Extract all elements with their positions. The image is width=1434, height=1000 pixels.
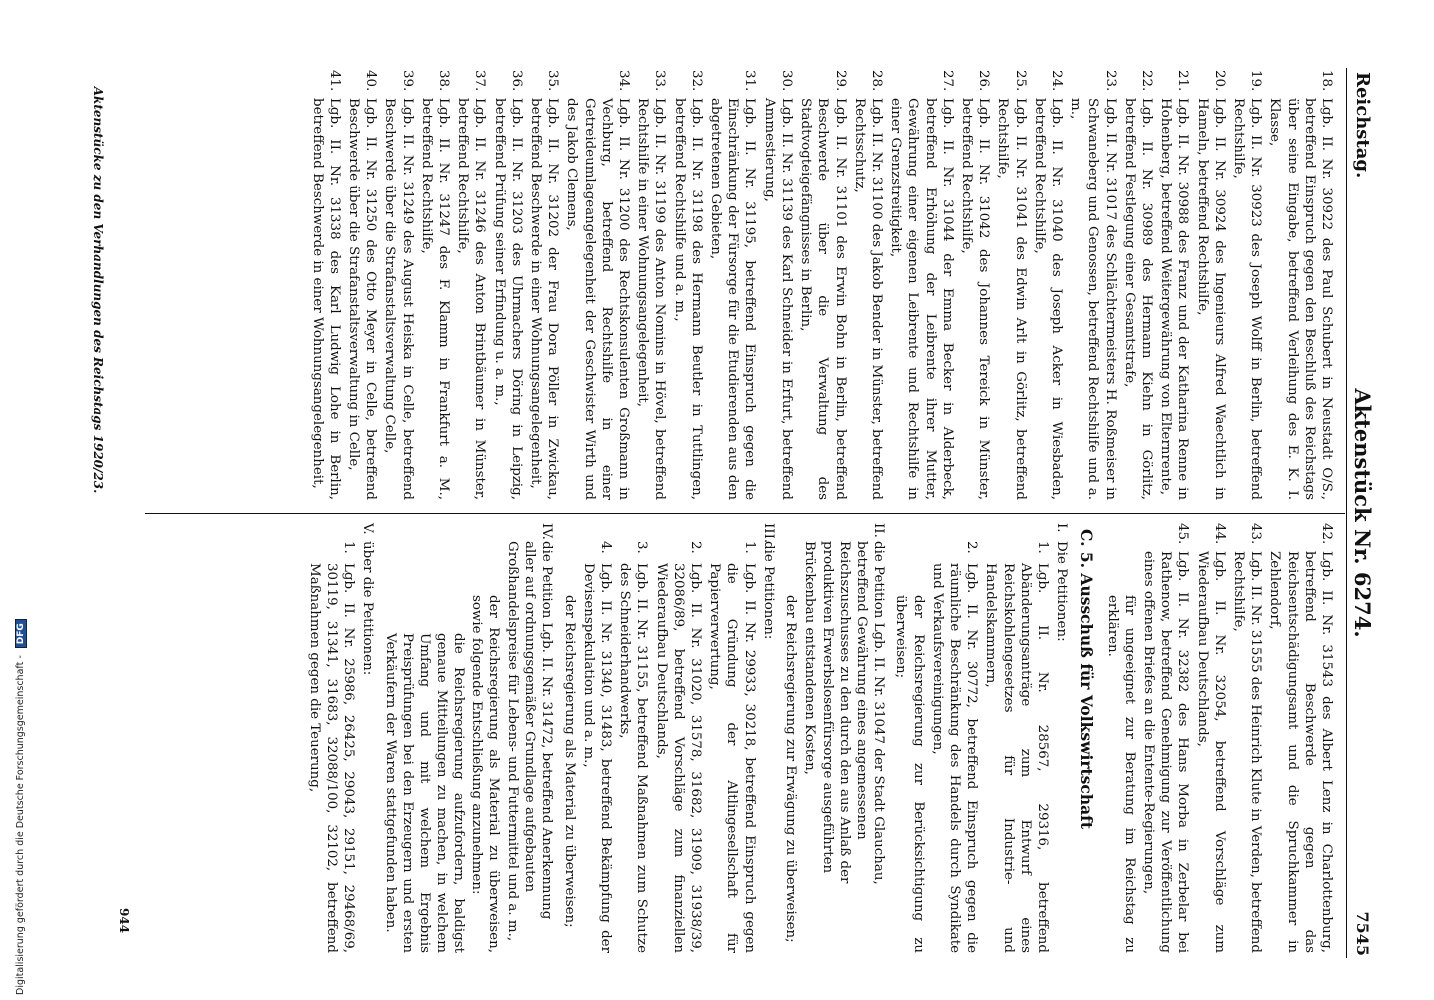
group-iii-closing: der Reichsregierung als Material zu überweisen; — [561, 595, 577, 928]
item-text: Lgb. II. Nr. 31017 des Schlächtermeisters H. Roßmeiser in Schwaneberg und Genossen, betreffend Rechtshilfe und a. m., — [1068, 98, 1118, 500]
footer-page-number: 944 — [117, 908, 131, 934]
item-text: Lgb. II. Nr. 31139 des Karl Schneider in Erfurt, betreffend Ammestierung, — [761, 98, 794, 500]
item-number: 40. — [363, 70, 379, 92]
item-text: Lgb. II. Nr. 30988 des Franz und der Katharina Renne in Hohenberg, betreffend Weitergewährung von Elternrente, — [1158, 98, 1191, 500]
group-iii-items — [580, 523, 758, 953]
petition-item — [1067, 70, 1119, 500]
roman-numeral: III. — [760, 523, 776, 544]
petition-item — [958, 70, 992, 500]
item-number: 37. — [472, 70, 488, 92]
item-text: Lgb. II. Nr. 31020, 31578, 31682, 31909, 31938/39, 32086/89, betreffend Vorschläge zum finanziellen Wiederaufbau Deutschlands, — [653, 563, 704, 953]
petition-item — [1193, 70, 1227, 500]
item-text: Lgb. II. Nr. 30772, betreffend Einspruch gegen die räumliche Beschränkung des Handels durch Syndikate und Verkaufsvereinigungen, — [929, 563, 980, 953]
roman-numeral: V. — [360, 523, 376, 535]
petition-item — [580, 523, 614, 953]
digitization-text: Digitalisierung gefördert durch die Deutsche Forschungsgemeinschaft - — [15, 655, 26, 995]
section-title: C. 5. Ausschuß für Volkswirtschaft — [1077, 529, 1097, 829]
page-header — [1346, 68, 1375, 958]
petition-item — [1031, 70, 1065, 500]
petition-item — [418, 70, 452, 500]
petition-item — [1157, 70, 1191, 500]
item-number: 36. — [508, 70, 524, 92]
item-text: Lgb. II. Nr. 32382 des Hans Morba in Zerbelar bei Rathenow, betreffend Genehmigung zur Veröffentlichung eines offenen Briefes an die Entente-Regierungen, — [1140, 551, 1191, 953]
group-v — [359, 523, 376, 953]
item-number: 2. — [964, 541, 980, 554]
item-text: Lgb. II. Nr. 31198 des Hermann Beutler in Tuttlingen, betreffend Rechtshilfe und a. m., — [671, 98, 704, 500]
item-text: Lgb. II. Nr. 30922 des Paul Schubert in Neustadt O/S., betreffend Einspruch gegen den Beschluß des Reichstags über seine Eingabe, betreffend Verleihung des E. K. I. Klasse, — [1267, 98, 1334, 500]
item-number: 45. — [1175, 523, 1191, 545]
petition-item — [306, 523, 358, 953]
item-number: 38. — [436, 70, 452, 92]
item-number: 18. — [1319, 70, 1334, 92]
item-text: Lgb. II. Nr. 32054, betreffend Vorschläge zum Wiederaufbau Deutschlands, — [1194, 551, 1227, 953]
petition-item — [454, 70, 488, 500]
item-text: Lgb. II. Nr. 31340, 31483, betreffend Bekämpfung der Devisenspekulation und a. m., — [580, 563, 614, 953]
petition-item — [1266, 70, 1335, 500]
item-number: 1. — [741, 541, 757, 554]
petition-item — [527, 70, 561, 500]
petition-item — [670, 70, 704, 500]
item-number: 34. — [616, 70, 632, 92]
group-iii-heading: die Petitionen: — [760, 541, 776, 640]
group-i-heading: Die Petitionen: — [1054, 541, 1070, 642]
group-ii — [801, 523, 887, 953]
item-number: 29. — [832, 70, 848, 92]
petition-item — [1121, 70, 1155, 500]
item-number: 44. — [1211, 523, 1227, 545]
petition-item — [381, 70, 415, 500]
item-number: 43. — [1248, 523, 1264, 545]
item-text: Lgb. II. Nr. 31199 des Anton Nomins in Hövel, betreffend Rechtshilfe in einer Wohnungsangelegenheit, — [635, 98, 668, 500]
petition-item — [929, 523, 981, 953]
petition-item — [563, 70, 632, 500]
petition-item — [851, 70, 885, 500]
item-number: 42. — [1319, 523, 1334, 545]
group-ii-closing: der Reichsregierung zur Erwägung zu überweisen; — [783, 595, 799, 943]
item-text: Lgb. II. Nr. 30989 des Hermann Kiehn in Görlitz, betreffend Festlegung einer Gesamtstrafe, — [1121, 98, 1154, 500]
group-iv-text: die Petition Lgb. II. Nr. 31472, betreffend Anerkennung aller auf ordnungsgemäßer Grundlage aufgebauten Großhandelspreise für Lebens- und Futtermittel und a. m., — [505, 541, 555, 942]
group-v-heading: über die Petitionen: — [360, 541, 376, 676]
item-text: Lgb. II. Nr. 31247 des F. Klamm in Frankfurt a. M., betreffend Rechtshilfe, — [418, 98, 452, 500]
petition-item — [652, 523, 704, 953]
item-text: Lgb. II. Nr. 31246 des Anton Brintbäumer in Münster, betreffend Rechtshilfe, — [455, 98, 488, 500]
item-number: 33. — [652, 70, 668, 92]
roman-numeral: IV. — [539, 523, 555, 540]
right-column — [304, 523, 1335, 953]
petition-item — [308, 70, 342, 500]
document-page — [75, 68, 1375, 958]
petition-item — [761, 70, 795, 500]
item-number: 27. — [939, 70, 955, 92]
group-v-items — [306, 523, 358, 953]
item-number: 20. — [1211, 70, 1227, 92]
item-number: 2. — [688, 541, 704, 554]
item-text: Lgb. II. Nr. 31100 des Jakob Bender in Münster, betreffend Rechtsschutz, — [851, 98, 884, 500]
petition-item — [982, 523, 1051, 953]
petition-item — [994, 70, 1028, 500]
petition-item — [1140, 523, 1192, 953]
group-iv-closing: der Reichsregierung als Material zu überweisen, sowie folgende Entschließung anzunehmen: — [468, 595, 501, 953]
item-number: 24. — [1048, 70, 1064, 92]
item-number: 4. — [598, 541, 614, 554]
roman-numeral: II. — [871, 523, 887, 538]
item-text: Lgb. II. Nr. 31250 des Otto Meyer in Celle, betreffend Beschwerde über die Strafanstaltsverwaltung in Celle, — [346, 98, 379, 500]
item-text: Lgb. II. Nr. 31200 des Rechtskonsulenten Großmann in Vechburg, betreffend Rechtshilfe in einer Getreideumlageangelegenheit der Geschwister Wirth und des Jakob Clemens, — [564, 98, 632, 500]
petition-item — [634, 70, 668, 500]
right-items-list — [1140, 523, 1335, 953]
item-number: 1. — [1034, 541, 1050, 554]
footer-source: Aktenstücke zu den Verhandlungen des Reichstags 1920/23. — [91, 86, 105, 494]
column-divider — [145, 513, 1345, 514]
closing-line: für ungeeignet zur Beratung im Reichstag zu erklären. — [1104, 595, 1137, 953]
item-number: 41. — [326, 70, 342, 92]
page-number: 7545 — [1353, 911, 1372, 956]
item-text: Lgb. II. Nr. 31042 des Johannes Tereick in Münster, betreffend Rechtshilfe, — [958, 98, 992, 500]
item-number: 1. — [341, 541, 357, 554]
item-text: Lgb. II. Nr. 31543 des Albert Lenz in Charlottenburg, betreffend Beschwerde gegen das Reichsentschädigungsamt und die Spruchkammer in Zehlendorf, — [1267, 551, 1334, 953]
item-text: Lgb. II. Nr. 31040 des Joseph Acker in Wiesbaden, betreffend Rechtshilfe, — [1031, 98, 1064, 500]
petition-item — [1230, 523, 1264, 953]
item-text: Lgb. II. Nr. 31202 der Frau Dora Pöller in Zwickau, betreffend Beschwerde in einer Wohnungsangelegenheit, — [528, 98, 561, 500]
petition-item — [887, 70, 956, 500]
group-iv-resolution: die Reichsregierung aufzufordern, baldigst genaue Mitteilungen zu machen, in welchem Umfang und mit welchem Ergebnis Preisprüfungen bei den Erzeugern und ersten Verkäufern der Waren stattgefunden haben. — [382, 633, 467, 953]
item-number: 22. — [1138, 70, 1154, 92]
item-text: Lgb. II. Nr. 29933, 30218, betreffend Einspruch gegen die Gründung der Altlingesellschaft für Papierverwertung, — [707, 563, 757, 953]
item-text: Lgb. II. Nr. 31155, betreffend Maßnahmen zum Schutze des Schneiderhandwerks, — [617, 563, 650, 953]
item-text: Lgb. II. Nr. 31101 des Erwin Bohn in Berlin, betreffend Beschwerde über die Verwaltung des Stadtvogteigefängnisses in Berlin, — [798, 98, 848, 500]
group-i-items — [929, 523, 1051, 953]
group-iii — [760, 523, 777, 953]
item-number: 25. — [1012, 70, 1028, 92]
item-text: Lgb. II. Nr. 30924 des Ingenieurs Alfred Waechtlich in Hameln, betreffend Rechtshilfe, — [1194, 98, 1227, 500]
item-number: 28. — [868, 70, 884, 92]
item-number: 35. — [545, 70, 561, 92]
petition-item — [1266, 523, 1335, 953]
item-number: 30. — [778, 70, 794, 92]
item-text: Lgb. II. Nr. 31041 des Edwin Arlt in Görlitz, betreffend Rechtshilfe, — [995, 98, 1028, 500]
item-text: Lgb. II. Nr. 25986, 26425, 29043, 29151, 29468/69, 30119, 31341, 31683, 32088/100, 32102, betreffend Maßnahmen gegen die Teuerung, — [306, 563, 357, 953]
item-text: Lgb. II. Nr. 31203 des Uhrmachers Döring in Leipzig, betreffend Prüfung seiner Erfindung u. a. m., — [491, 98, 524, 500]
group-i — [1053, 523, 1070, 953]
group-i-closing: der Reichsregierung zur Berücksichtigung zu überweisen; — [893, 595, 926, 953]
item-text: Lgb. II. Nr. 31338 des Karl Ludwig Lohe in Berlin, betreffend Beschwerde in einer Wohnungsangelegenheit, — [309, 98, 342, 500]
item-number: 23. — [1102, 70, 1118, 92]
item-number: 3. — [634, 541, 650, 554]
item-number: 26. — [976, 70, 992, 92]
header-title: Aktenstück Nr. 6274. — [1350, 388, 1375, 638]
item-text: Lgb. II. Nr. 28567, 29316, betreffend Abänderungsanträge zum Entwurf eines Reichskohlengesetzes für Industrie- und Handelskammern, — [983, 563, 1050, 953]
petition-item — [1193, 523, 1227, 953]
petition-item — [797, 70, 849, 500]
petition-item — [345, 70, 379, 500]
petition-item — [616, 523, 650, 953]
item-number: 19. — [1248, 70, 1264, 92]
item-text: Lgb. II. Nr. 31555 des Heinrich Klute in Verden, betreffend Rechtshilfe, — [1230, 551, 1264, 953]
petition-item — [706, 523, 758, 953]
petition-item — [1230, 70, 1264, 500]
group-iv — [504, 523, 556, 953]
item-number: 39. — [399, 70, 415, 92]
group-ii-text: die Petition Lgb. II. Nr. 31047 der Stadt Glauchau, betreffend Gewährung eines angemessenen Reichszuschusses zu den durch den aus Anlaß der produktiven Erwerbslosenfürsorge ausgeführten Brückenbau entstandenen Kosten, — [802, 541, 887, 885]
item-number: 31. — [742, 70, 758, 92]
item-number: 21. — [1175, 70, 1191, 92]
petition-item — [490, 70, 524, 500]
dfg-logo-icon: DFG — [15, 619, 27, 648]
petition-item — [707, 70, 759, 500]
header-left: Reichstag. — [1352, 72, 1373, 179]
item-text: Lgb. II. Nr. 30923 des Joseph Wolff in Berlin, betreffend Rechtshilfe, — [1230, 98, 1264, 500]
item-text: Lgb. II. Nr. 31249 des August Heiska in Celle, betreffend Beschwerde über die Strafanstaltsverwaltung Celle, — [382, 98, 415, 500]
digitization-note — [15, 619, 27, 995]
roman-numeral: I. — [1054, 523, 1070, 533]
item-text: Lgb. II. Nr. 31195, betreffend Einspruch gegen die Einschränkung der Fürsorge für die Etudierenden aus den abgetretenen Gebieten, — [708, 98, 758, 500]
left-column — [306, 70, 1335, 500]
item-text: Lgb. II. Nr. 31044 der Emma Becker in Alderbeck, betreffend Erhöhung der Leibrente ihrer Mutter, Gewährung einer eigenen Leibrente und Rechtshilfe in einer Grenzstreitigkeit, — [888, 98, 955, 500]
item-number: 32. — [688, 70, 704, 92]
